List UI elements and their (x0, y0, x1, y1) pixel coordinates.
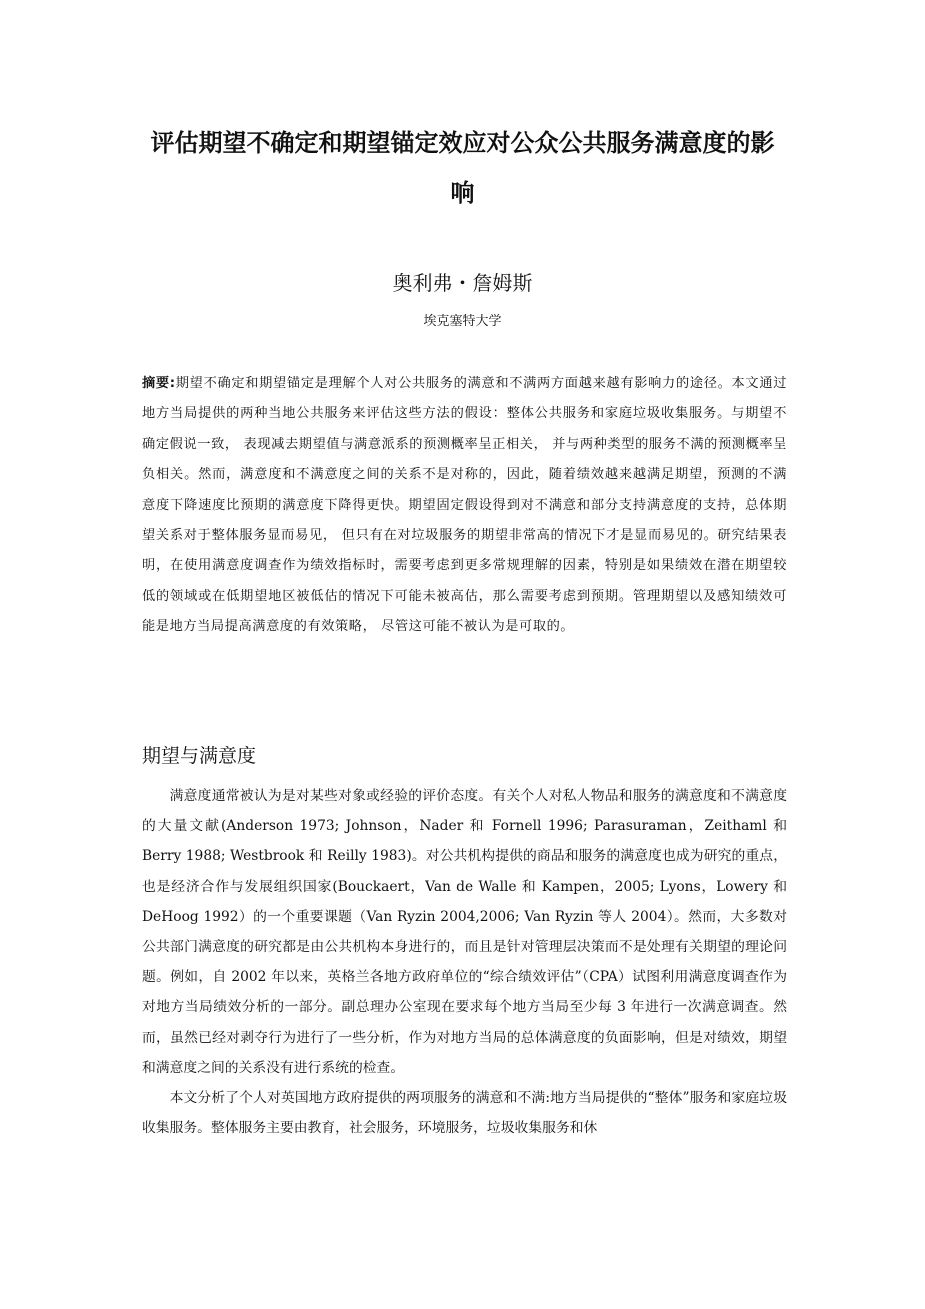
body-paragraph: 本文分析了个人对英国地方政府提供的两项服务的满意和不满:地方当局提供的“整体”服务和家庭垃圾收集服务。整体服务主要由教育，社会服务，环境服务，垃圾收集服务和休 (142, 1090, 787, 1137)
abstract-text: 期望不确定和期望锚定是理解个人对公共服务的满意和不满两方面越来越有影响力的途径。本文通过地方当局提供的两种当地公共服务来评估这些方法的假设：整体公共服务和家庭垃圾收集服务。与期望不确定假说一致， 表现减去期望值与满意派系的预测概率呈正相关， 并与两种类型的服务不满的预测概率呈负相关。然而，满意度和不满意度之间的关系不是对称的，因此，随着绩效越来越满足期望，预测的不满意度下降速度比预期的满意度下降得更快。期望固定假设得到对不满意和部分支持满意度的支持，总体期望关系对于整体服务显而易见， 但只有在对垃圾服务的期望非常高的情况下才是显而易见的。研究结果表明，在使用满意度调查作为绩效指标时，需要考虑到更多常规理解的因素，特别是如果绩效在潜在期望较低的领域或在低期望地区被低估的情况下可能未被高估，那么需要考虑到预期。管理期望以及感知绩效可能是地方当局提高满意度的有效策略， 尽管这可能不被认为是可取的。 (142, 376, 787, 635)
author-affiliation: 埃克塞特大学 (423, 314, 502, 329)
abstract-label: 摘要: (142, 376, 176, 391)
section-heading: 期望与满意度 (142, 745, 257, 767)
abstract (142, 369, 787, 643)
section-body (142, 781, 787, 1143)
author-name: 奥利弗・詹姆斯 (392, 271, 533, 295)
body-paragraph: 满意度通常被认为是对某些对象或经验的评价态度。有关个人对私人物品和服务的满意度和不满意度的大量文献(Anderson 1973; Johnson，Nader 和 Fornell 1996; Parasuraman，Zeithaml 和 Berry 1988; Westbrook 和 Reilly 1983)。对公共机构提供的商品和服务的满意度也成为研究的重点，也是经济合作与发展组织国家(Bouckaert，Van de Walle 和 Kampen，2005; Lyons，Lowery 和 DeHoog 1992）的一个重要课题（Van Ryzin 2004,2006; Van Ryzin 等人 2004）。然而，大多数对公共部门满意度的研究都是由公共机构本身进行的，而且是针对管理层决策而不是处理有关期望的理论问题。例如，自 2002 年以来，英格兰各地方政府单位的“综合绩效评估”（CPA）试图利用满意度调查作为对地方当局绩效分析的一部分。副总理办公室现在要求每个地方当局至少每 3 年进行一次满意调查。然而，虽然已经对剥夺行为进行了一些分析，作为对地方当局的总体满意度的负面影响，但是对绩效，期望和满意度之间的关系没有进行系统的检查。 (142, 788, 787, 1076)
paper-title: 评估期望不确定和期望锚定效应对公众公共服务满意度的影响 (150, 129, 775, 207)
